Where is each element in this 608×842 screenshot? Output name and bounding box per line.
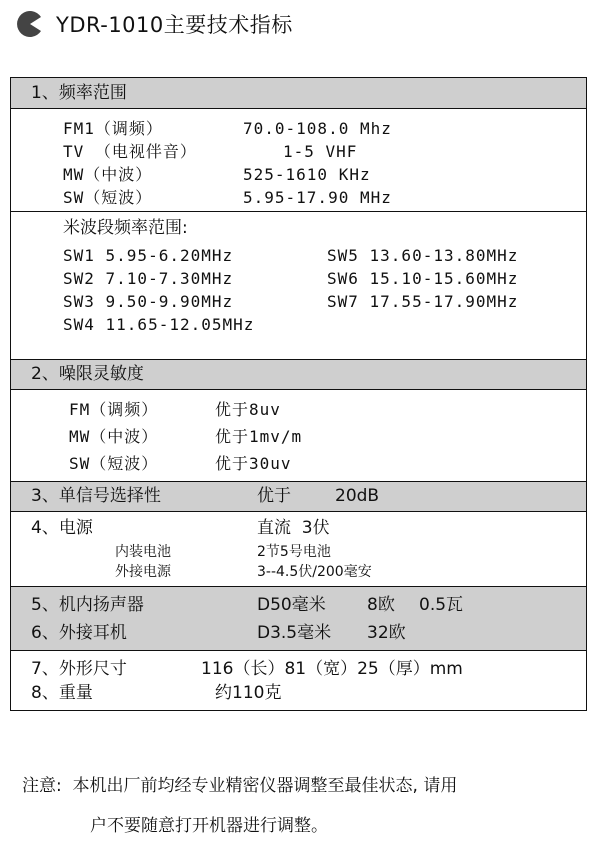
band-sw6: SW6 15.10-15.60MHz (327, 269, 519, 288)
band-list-block (11, 211, 586, 359)
sw-value: 5.95-17.90 MHz (243, 188, 392, 207)
fm1-label: FM1（调频） (63, 119, 163, 138)
power-value: 直流 3伏 (257, 518, 330, 538)
band-list-heading: 米波段频率范围: (63, 218, 188, 238)
mw-value: 525-1610 KHz (243, 165, 371, 184)
sens-sw-label: SW（短波） (69, 454, 159, 473)
sens-fm-label: FM（调频） (69, 400, 159, 419)
band-sw5: SW5 13.60-13.80MHz (327, 246, 519, 265)
section-8-heading: 8、重量 (31, 683, 93, 703)
band-sw3: SW3 9.50-9.90MHz (63, 292, 234, 311)
section-3-heading: 3、单信号选择性 (31, 486, 161, 506)
note-line-1: 注意: 本机出厂前均经专业精密仪器调整至最佳状态, 请用 (22, 776, 458, 796)
tv-value: 1-5 VHF (283, 142, 358, 161)
frequency-range-block (11, 108, 586, 211)
weight-value: 约110克 (215, 683, 282, 703)
section-5-heading: 5、机内扬声器 (31, 595, 144, 615)
section-1-heading: 1、频率范围 (31, 83, 127, 103)
sensitivity-block (11, 389, 586, 481)
page-title: YDR-1010主要技术指标 (56, 13, 293, 37)
page-header (14, 4, 293, 44)
band-sw4: SW4 11.65-12.05MHz (63, 315, 255, 334)
section-1-header (11, 78, 586, 108)
section-3-row (11, 481, 586, 511)
sens-sw-value: 优于30uv (215, 454, 292, 473)
band-sw7: SW7 17.55-17.90MHz (327, 292, 519, 311)
speaker-impedance: 8欧 (367, 595, 395, 615)
earphone-impedance: 32欧 (367, 623, 406, 643)
audio-block (11, 586, 586, 650)
band-sw1: SW1 5.95-6.20MHz (63, 246, 234, 265)
section-2-heading: 2、噪限灵敏度 (31, 364, 144, 384)
power-block (11, 511, 586, 586)
sens-mw-label: MW（中波） (69, 427, 159, 446)
section-6-heading: 6、外接耳机 (31, 623, 127, 643)
external-power-label: 外接电源 (115, 564, 171, 580)
selectivity-prefix: 优于 (257, 486, 291, 506)
band-sw2: SW2 7.10-7.30MHz (63, 269, 234, 288)
dimensions-value: 116（长）81（宽）25（厚）mm (201, 659, 463, 679)
brand-logo-icon (14, 9, 44, 39)
internal-battery-label: 内装电池 (115, 544, 171, 560)
dimensions-block (11, 650, 586, 710)
section-7-heading: 7、外形尺寸 (31, 659, 127, 679)
internal-battery-value: 2节5号电池 (257, 544, 331, 560)
spec-table (10, 77, 587, 711)
speaker-power: 0.5瓦 (419, 595, 464, 615)
section-2-header (11, 359, 586, 389)
mw-label: MW（中波） (63, 165, 153, 184)
sw-label: SW（短波） (63, 188, 153, 207)
note-line-2: 户不要随意打开机器进行调整。 (90, 816, 328, 836)
selectivity-value: 20dB (335, 486, 380, 506)
external-power-value: 3--4.5伏/200毫安 (257, 564, 372, 580)
tv-label: TV （电视伴音） (63, 142, 197, 161)
earphone-size: D3.5毫米 (257, 623, 332, 643)
sens-fm-value: 优于8uv (215, 400, 281, 419)
sens-mw-value: 优于1mv/m (215, 427, 303, 446)
section-4-heading: 4、电源 (31, 518, 93, 538)
fm1-value: 70.0-108.0 Mhz (243, 119, 392, 138)
speaker-size: D50毫米 (257, 595, 326, 615)
